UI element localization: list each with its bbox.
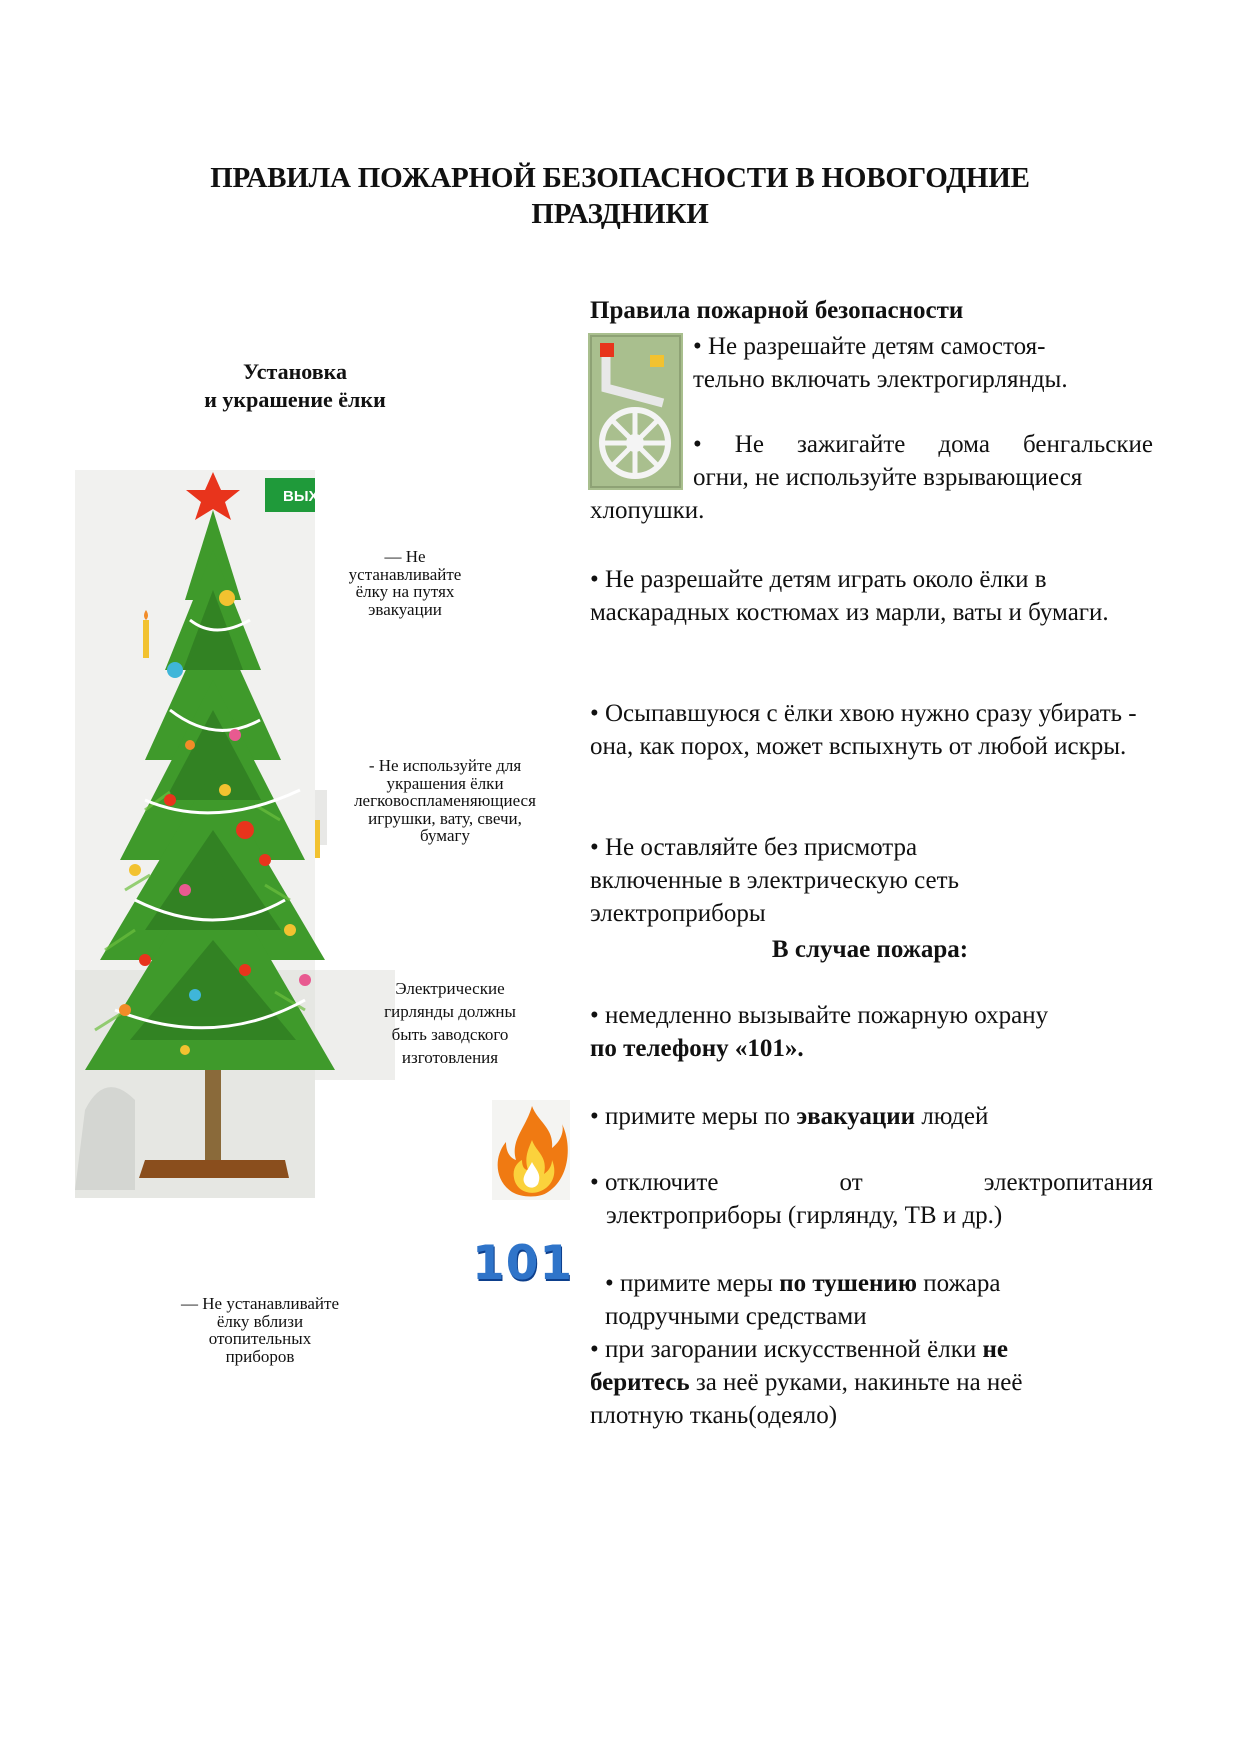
rule-3: • Не разрешайте детям играть около ёлки в маскарадных костюмах из марли, ваты и бумаги. xyxy=(590,566,1109,626)
fire-item-artificial-tree: • при загорании искусственной ёлки не беритесь за неё руками, накиньте на неё плотную ткань(одеяло) xyxy=(590,1336,1023,1429)
tree-section-heading: Установка и украшение ёлки xyxy=(204,359,386,412)
fire-item-call: • немедленно вызывайте пожарную охрану по телефону «101». xyxy=(590,1002,1049,1062)
rule-4: • Осыпавшуюся с ёлки хвою нужно сразу убирать - она, как порох, может вспыхнуть от любой искры. xyxy=(590,700,1137,760)
rule-1: • Не разрешайте детям самостоя- тельно включать электрогирлянды. xyxy=(693,333,1068,393)
tree-note-evacuation: — Не устанавливайте ёлку на путях эвакуации xyxy=(348,547,462,619)
fire-item-extinguish: • примите меры по тушению пожара подручными средствами xyxy=(605,1270,1001,1330)
rules-heading: Правила пожарной безопасности xyxy=(590,297,964,324)
tree-note-heaters: — Не устанавливайте ёлку вблизи отопительных приборов xyxy=(181,1294,339,1366)
fire-item-evacuate: • примите меры по эвакуации людей xyxy=(590,1103,989,1130)
fire-item-power-off: • отключите от электропитания электроприборы (гирлянду, ТВ и др.) xyxy=(590,1169,1153,1229)
emergency-number: 101 xyxy=(472,1236,574,1291)
flame-icon xyxy=(492,1100,570,1200)
rule-5: • Не оставляйте без присмотра включенные в электрическую сеть электроприборы xyxy=(590,834,959,927)
tree-note-garlands: Электрические гирлянды должны быть заводского изготовления xyxy=(384,979,516,1067)
exit-sign-text: ВЫХ xyxy=(283,488,319,505)
tree-stand xyxy=(139,1160,289,1178)
rule-2: • Не зажигайте дома бенгальские огни, не используйте взрывающиеся хлопушки. xyxy=(590,431,1153,524)
tree-note-flammable: - Не используйте для украшения ёлки легковоспламеняющиеся игрушки, вату, свечи, бумагу xyxy=(354,756,536,845)
fire-heading: В случае пожара: xyxy=(771,936,969,963)
page-title: ПРАВИЛА ПОЖАРНОЙ БЕЗОПАСНОСТИ В НОВОГОДНИЕ ПРАЗДНИКИ xyxy=(210,162,1030,230)
